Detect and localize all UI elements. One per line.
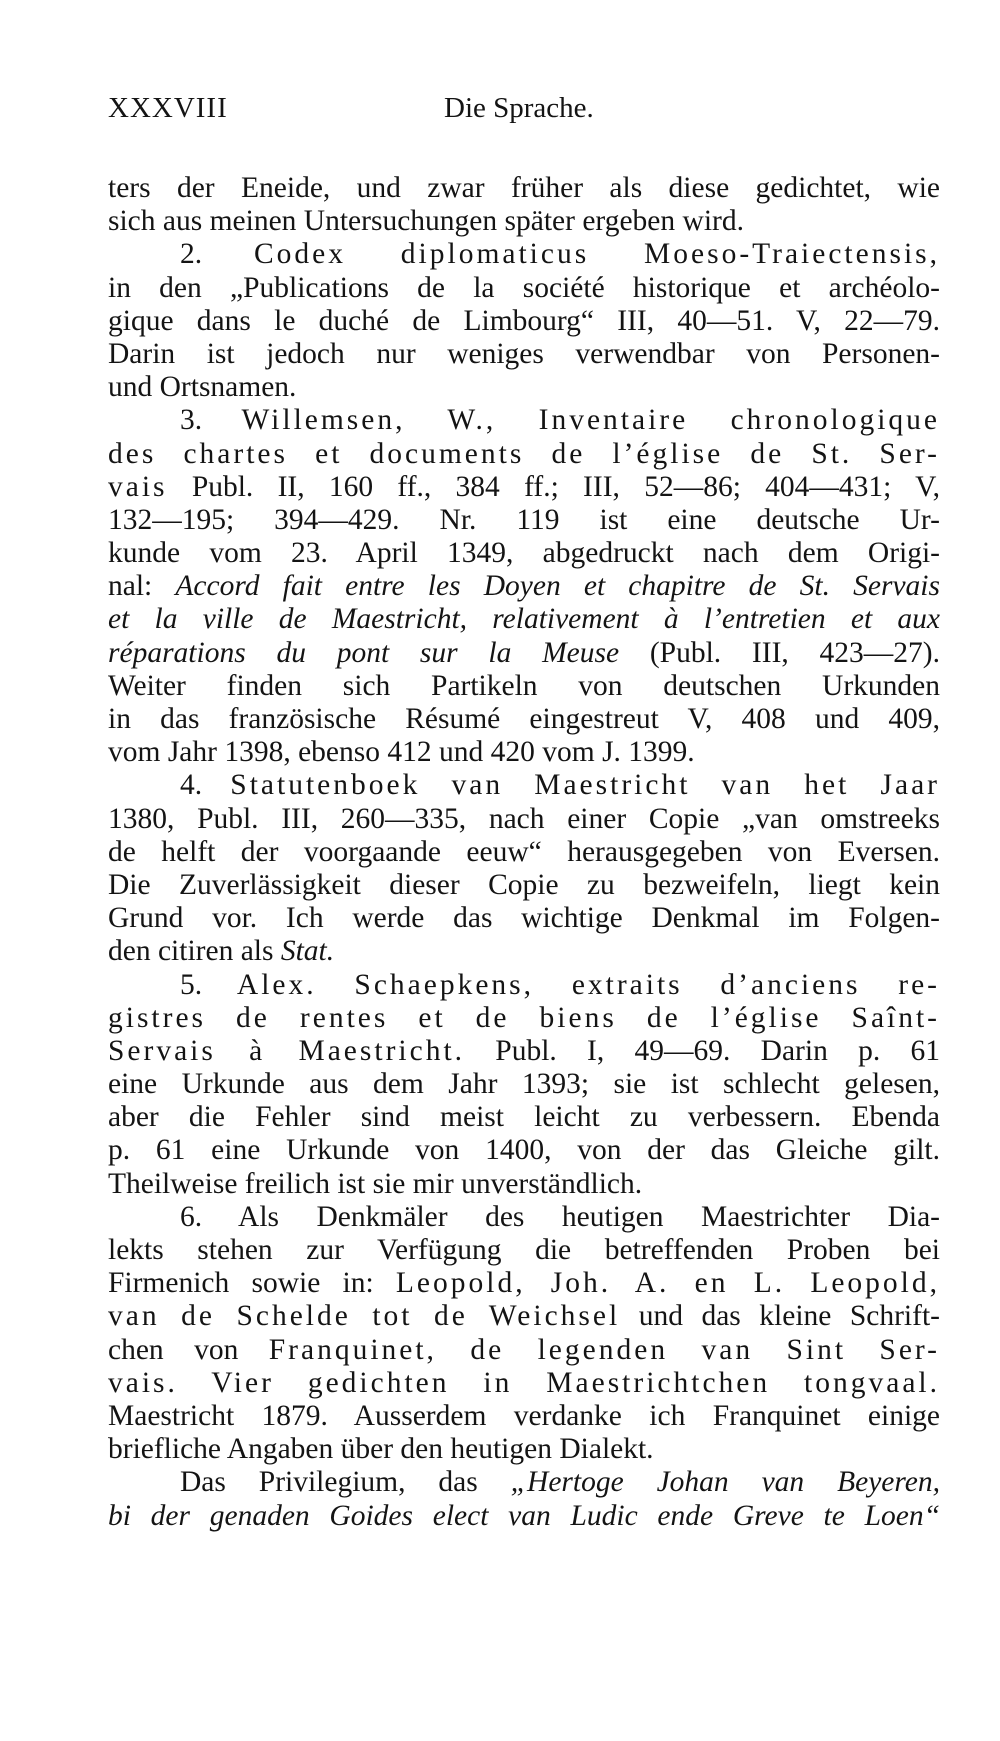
text-line: ters der Eneide, und zwar früher als diese gedichtet, wie <box>108 172 940 204</box>
text-run: Firmenich sowie in: <box>108 1267 396 1300</box>
paragraph-line <box>108 769 940 802</box>
text-line: aber die Fehler sind meist leicht zu verbessern. Ebenda <box>108 1101 940 1134</box>
text-run: chen von <box>108 1333 269 1366</box>
text-line <box>108 1267 940 1300</box>
text-line: kunde vom 23. April 1349, abgedruckt nach dem Origi- <box>108 537 940 570</box>
running-title: Die Sprache. <box>444 92 594 124</box>
text-line: und Ortsnamen. <box>108 371 297 404</box>
text-line: Die Zuverlässigkeit dieser Copie zu bezweifeln, liegt kein <box>108 868 940 901</box>
text-line: lekts stehen zur Verfügung die betreffenden Proben bei <box>108 1234 940 1266</box>
italic-quote: Accord fait entre les Doyen et chapitre de St. Servais <box>175 570 940 603</box>
text-line: briefliche Angaben über den heutigen Dialekt. <box>108 1433 654 1466</box>
text-line <box>108 570 940 603</box>
page-number: XXXVIII <box>108 92 228 124</box>
text-line <box>108 935 940 968</box>
text-line: 132—195; 394—429. Nr. 119 ist eine deutsche Ur- <box>108 503 940 536</box>
item-number: 2. <box>180 238 254 271</box>
text-line: in den „Publications de la société historique et archéolo- <box>108 271 940 304</box>
italic-quote: „Hertoge Johan van Beyeren, <box>510 1466 940 1499</box>
spaced-title: Servais à Maestricht. <box>108 1034 466 1067</box>
text-line: sich aus meinen Untersuchungen später ergeben wird. <box>108 205 744 238</box>
text-line: gistres de rentes et de biens de l’église Saînt- <box>108 1001 940 1034</box>
spaced-title: Codex diplomaticus Moeso-Traiectensis, <box>253 238 940 271</box>
spaced-title: Franquinet, de legenden van Sint Ser- <box>268 1333 940 1366</box>
text-line: de helft der voorgaande eeuw“ herausgegeben von Eversen. <box>108 835 940 868</box>
text-line: Grund vor. Ich werde das wichtige Denkmal im Folgen- <box>108 902 940 935</box>
spaced-title: Willemsen, W., Inventaire chronologique <box>241 404 940 437</box>
item-number: 4. <box>180 769 231 802</box>
spaced-title: Statutenboek van Maestricht van het Jaar <box>230 769 940 802</box>
item-number: 5. <box>180 968 237 1001</box>
italic-quote: et la ville de Maestricht, relativement à l’entretien et aux <box>108 603 940 636</box>
text-line <box>108 637 940 670</box>
text-run: Publ. II, 160 ff., 384 ff.; III, 52—86; 404—431; V, <box>167 470 940 503</box>
body-text <box>108 172 940 1533</box>
text-line: p. 61 eine Urkunde von 1400, von der das Gleiche gilt. <box>108 1134 940 1167</box>
paragraph-line <box>108 404 940 437</box>
paragraph-line: 6. Als Denkmäler des heutigen Maestrichter Dia- <box>180 1200 940 1233</box>
spaced-title: Leopold, Joh. A. en L. Leopold, <box>395 1267 940 1300</box>
spaced-title: van de Schelde tot de Weichsel <box>108 1300 621 1333</box>
text-line: des chartes et documents de l’église de St. Ser- <box>108 437 940 470</box>
spaced-title: vais <box>108 470 168 503</box>
text-line: Maestricht 1879. Ausserdem verdanke ich Franquinet einige <box>108 1399 940 1432</box>
text-line: in das französische Résumé eingestreut V, 408 und 409, <box>108 703 940 735</box>
text-line: gique dans le duché de Limbourg“ III, 40—51. V, 22—79. <box>108 304 940 337</box>
text-line: vom Jahr 1398, ebenso 412 und 420 vom J. 1399. <box>108 736 695 769</box>
text-line <box>108 471 940 504</box>
text-run: (Publ. III, 423—27). <box>619 636 940 669</box>
text-line: eine Urkunde aus dem Jahr 1393; sie ist schlecht gelesen, <box>108 1068 940 1101</box>
italic-abbrev: Stat. <box>280 935 335 968</box>
text-run: den citiren als <box>108 935 281 968</box>
item-number: 3. <box>180 404 242 437</box>
running-header <box>108 92 938 132</box>
paragraph-line <box>108 969 940 1002</box>
text-line <box>108 1300 940 1333</box>
text-line: 1380, Publ. III, 260—335, nach einer Copie „van omstreeks <box>108 802 940 835</box>
text-line: Theilweise freilich ist sie mir unverständlich. <box>108 1167 643 1200</box>
text-run: nal: <box>108 570 176 603</box>
italic-quote: réparations du pont sur la Meuse <box>108 636 620 669</box>
text-line: vais. Vier gedichten in Maestrichtchen tongvaal. <box>108 1366 940 1399</box>
paragraph-line <box>108 238 940 271</box>
text-line: Darin ist jedoch nur weniges verwendbar von Personen- <box>108 337 940 370</box>
text-run: und das kleine Schrift- <box>620 1300 940 1333</box>
text-line <box>108 1334 940 1367</box>
italic-quote: bi der genaden Goides elect van Ludic ende Greve te Loen“ <box>108 1499 940 1532</box>
spaced-title: Alex. Schaepkens, extraits d’anciens re- <box>236 968 940 1001</box>
text-line <box>108 1035 940 1068</box>
text-line: Weiter finden sich Partikeln von deutschen Urkunden <box>108 669 940 702</box>
text-run: Das Privilegium, das <box>180 1466 511 1499</box>
text-line <box>108 603 940 636</box>
text-line <box>108 1500 940 1533</box>
paragraph-line <box>108 1466 940 1499</box>
text-run: Publ. I, 49—69. Darin p. 61 <box>465 1034 940 1067</box>
